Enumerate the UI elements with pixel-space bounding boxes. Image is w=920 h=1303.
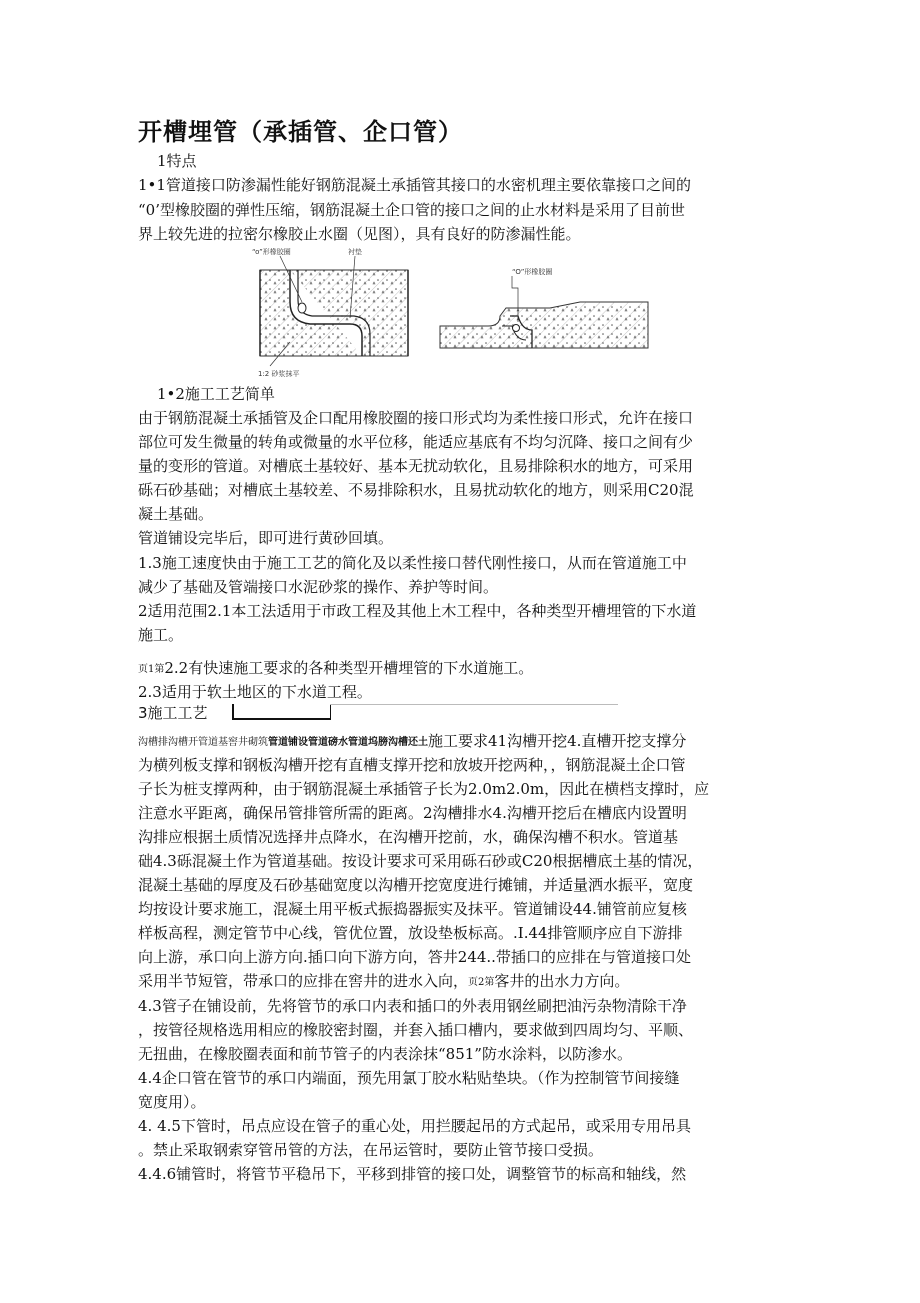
paragraph-line: 均按设计要求施工，混凝土用平板式振捣器振实及抹平。管道铺设44.铺管前应复核 (138, 900, 687, 918)
paragraph-line: 4.4.6铺管时，将管节平稳吊下，平移到排管的接口处，调整管节的标高和轴线，然 (138, 1165, 687, 1183)
tongue-groove-joint-drawing (440, 267, 648, 348)
paragraph-line: 界上较先进的拉密尔橡胶止水圈（见图），具有良好的防渗漏性能。 (138, 225, 581, 243)
paragraph-line: 为横列板支撑和钢板沟槽开挖有直槽支撑开挖和放坡开挖两种，，钢筋混凝土企口管 (138, 756, 686, 774)
paragraph-line: 4.3管子在铺设前，先将管节的承口内表和插口的外表用钢丝刷把油污杂物清除干净 (138, 997, 687, 1015)
paragraph-line: 无扭曲，在橡胶圈表面和前节管子的内表涂抹“851”防水涂料，以防渗水。 (138, 1045, 632, 1063)
paragraph-line: 注意水平距离，确保吊管排管所需的距离。2沟槽排水4.沟槽开挖后在槽底内设置明 (138, 804, 687, 822)
paragraph-line: 样板高程，测定管节中心线，管优位置，放设垫板标高。.I.44排管顺序应自下游排 (138, 924, 683, 942)
paragraph-line: 4.4企口管在管节的承口内端面，预先用氯丁胶水粘贴垫块。（作为控制管节间接缝 (138, 1069, 680, 1087)
line-text: 采用半节短管，带承口的应排在窖井的进水入向， (138, 972, 469, 990)
paragraph-line: 管道铺设完毕后，即可进行黄砂回填。 (138, 529, 394, 547)
page-marker: 页2第 (468, 977, 495, 988)
bell-spigot-joint-drawing (252, 247, 408, 378)
section-heading-1: 1特点 (157, 152, 197, 170)
page-marker: 页1第 (138, 664, 165, 675)
paragraph-line: 1.3施工速度快由于施工工艺的简化及以柔性接口替代刚性接口，从而在管道施工中 (138, 554, 687, 572)
figure-label: “o”形橡胶圈 (252, 248, 291, 256)
flow-caption: 沟槽排沟槽开管道基窖井砌筑 (138, 737, 268, 748)
paragraph-line: 凝土基础。 (138, 505, 214, 523)
paragraph-line: 砾石砂基础；对槽底土基较差、不易排除积水，且易扰动软化的地方，则采用C20混 (138, 481, 694, 499)
flow-caption-bold: 管道铺设管道磅水管道坞膀沟槽还土 (268, 737, 428, 748)
table-fragment (232, 704, 331, 720)
paragraph-line: 部位可发生微量的转角或微量的水平位移，能适应基底有不均匀沉降、接口之间有少 (138, 433, 694, 451)
paragraph-line: 子长为桩支撑两种，由于钢筋混凝土承插管子长为2.0m2.0m，因此在横档支撑时，应 (138, 780, 710, 798)
section-heading-1-2: 1•2施工工艺简单 (157, 385, 275, 403)
paragraph-line (138, 657, 533, 681)
line-text: 2.2有快速施工要求的各种类型开槽埋管的下水道施工。 (164, 659, 534, 677)
line-text: 施工要求41沟槽开挖4.直槽开挖支撑分 (428, 732, 687, 750)
paragraph-line: “0’型橡胶圈的弹性压缩，钢筋混凝土企口管的接口之间的止水材料是采用了目前世 (138, 201, 685, 219)
paragraph-line: 2适用范围2.1本工法适用于市政工程及其他上木工程中，各种类型开槽埋管的下水道 (138, 602, 697, 620)
paragraph-line: 混凝土基础的厚度及石砂基础宽度以沟槽开挖宽度进行摊铺，并适量洒水振平，宽度 (138, 876, 694, 894)
document-title: 开槽埋管（承插管、企口管） (138, 118, 463, 146)
figure-label: 1:2 砂浆抹平 (258, 370, 300, 378)
paragraph-line: 4. 4.5下管时，吊点应设在管子的重心处，用拦腰起吊的方式起吊，或采用专用吊具 (138, 1117, 691, 1135)
paragraph-line: ，按管径规格选用相应的橡胶密封圈，并套入插口槽内，要求做到四周均匀、平顺、 (138, 1021, 694, 1039)
paragraph-line: 础4.3砾混凝土作为管道基础。按设计要求可采用砾石砂或C20根据槽底土基的情况， (138, 852, 703, 870)
paragraph-line: 减少了基础及管端接口水泥砂浆的操作、养护等时间。 (138, 578, 499, 596)
paragraph-line: 向上游，承口向上游方向.插口向下游方向，答井244..带插口的应排在与管道接口处 (138, 948, 691, 966)
line-text: 客井的出水力方向。 (494, 972, 630, 990)
paragraph-line: 2.3适用于软土地区的下水道工程。 (138, 683, 372, 701)
paragraph-line: 沟排应根据土质情况选择井点降水，在沟槽开挖前，水，确保沟槽不积水。管道基 (138, 828, 679, 846)
paragraph-line: 1•1管道接口防渗漏性能好钢筋混凝土承插管其接口的水密机理主要依靠接口之间的 (138, 176, 691, 194)
paragraph-line (138, 970, 629, 994)
figure-label: 衬垫 (348, 248, 362, 256)
paragraph-line: 施工。 (138, 626, 184, 644)
table-rule (330, 704, 618, 705)
paragraph-line (138, 730, 686, 754)
pipe-joint-figure (250, 242, 652, 382)
figure-label: “O”形橡胶圈 (512, 268, 553, 276)
paragraph-line: 宽度用）。 (138, 1093, 206, 1111)
paragraph-line: 由于钢筋混凝土承插管及企口配用橡胶圈的接口形式均为柔性接口形式，允许在接口 (138, 409, 694, 427)
paragraph-line: 量的变形的管道。对槽底土基较好、基本无扰动软化，且易排除积水的地方，可采用 (138, 457, 694, 475)
paragraph-line: 。禁止采取钢索穿管吊管的方法，在吊运管时，要防止管节接口受损。 (138, 1141, 604, 1159)
section-heading-3: 3施工工艺 (138, 704, 208, 722)
